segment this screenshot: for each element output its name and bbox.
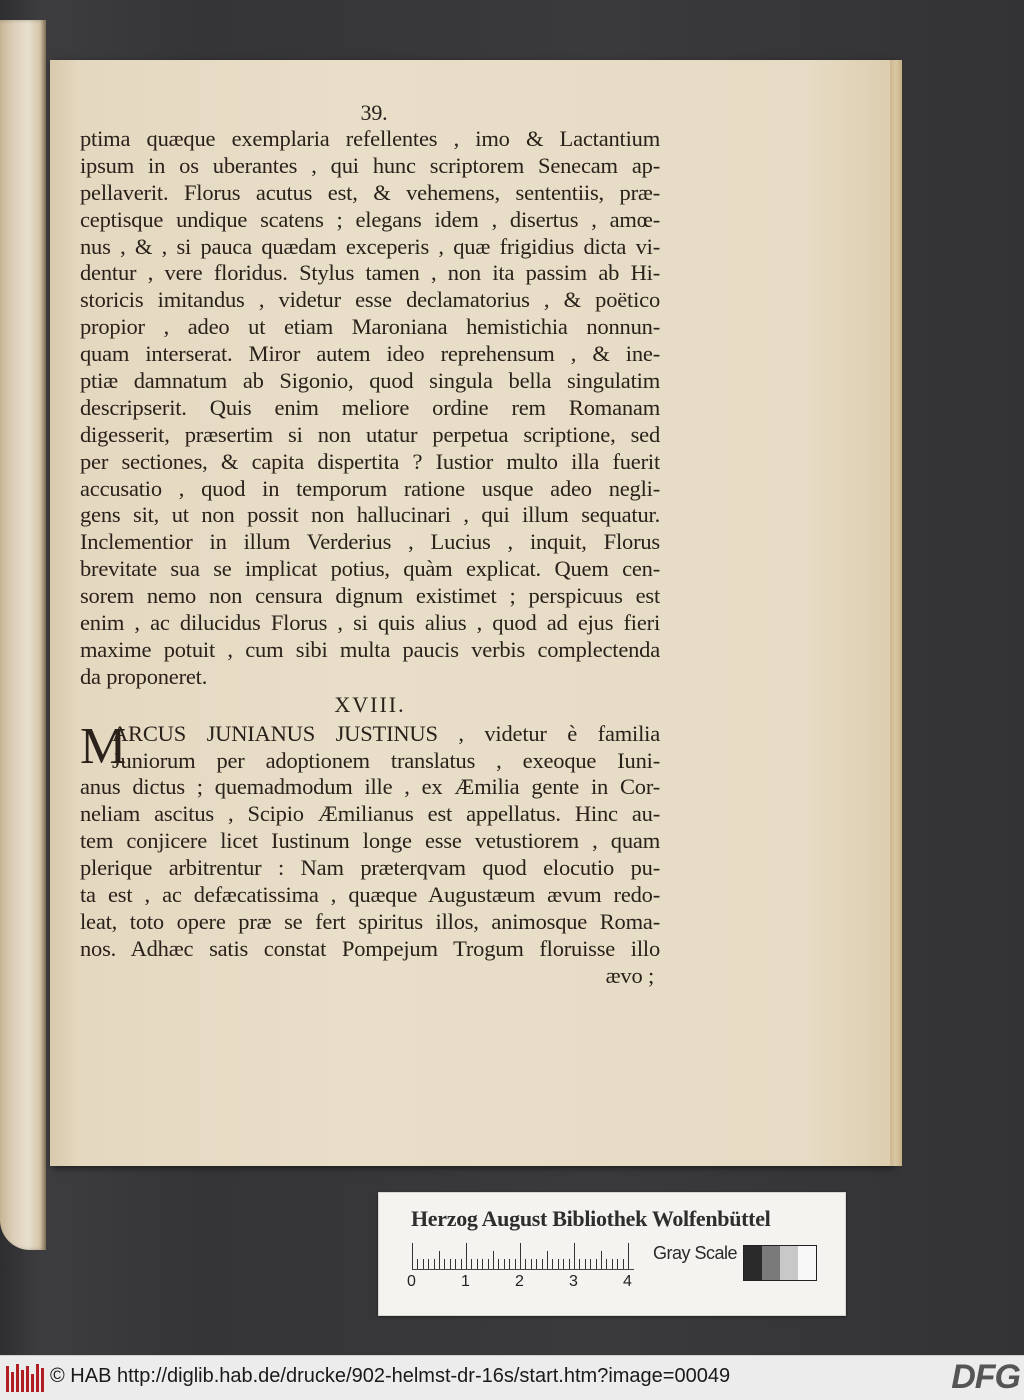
ruler-tick	[477, 1259, 478, 1269]
text-line: digesserit, præsertim si non utatur perpetua scriptione, sed	[80, 421, 660, 447]
text-line: propior , adeo ut etiam Maroniana hemistichia nonnun-	[80, 314, 660, 340]
text-line: per sectiones, & capita dispertita ? Iustior multo illa fuerit	[80, 448, 660, 474]
text-line: ptima quæque exemplaria refellentes , imo & Lactantium	[80, 126, 660, 151]
footer-url-text[interactable]: © HAB http://diglib.hab.de/drucke/902-helmst-dr-16s/start.htm?image=00049	[50, 1365, 731, 1387]
text-line: tem conjicere licet Iustinum longe esse vetustiorem , quam	[80, 828, 660, 854]
logo-bar	[11, 1372, 14, 1392]
text-line: ARCUS JUNIANUS JUSTINUS , videtur è familia	[112, 720, 660, 746]
ruler-label: 0	[407, 1273, 416, 1290]
measurement-ruler	[412, 1241, 634, 1270]
ruler-tick	[493, 1251, 494, 1269]
drop-cap: M	[80, 717, 127, 775]
text-line: descripserit. Quis enim meliore ordine rem Romanam	[80, 394, 660, 420]
text-line: nus , & , si pauca quædam exceperis , quæ frigidius dicta vi-	[80, 233, 660, 259]
text-line: brevitate sua se implicat potius, quàm explicat. Quem cen-	[80, 556, 660, 582]
text-line: ceptisque undique scatens ; elegans idem , disertus , amœ-	[80, 206, 660, 232]
hab-logo-icon	[6, 1364, 44, 1392]
ruler-tick	[428, 1259, 429, 1269]
text-line: gens sit, ut non possit non hallucinari , qui illum sequatur.	[80, 502, 660, 528]
ruler-label: 3	[569, 1273, 578, 1290]
footer-bar	[0, 1355, 1024, 1400]
text-line: anus dictus ; quemadmodum ille , ex Æmilia gente in Cor-	[80, 774, 660, 800]
ruler-tick	[444, 1259, 445, 1269]
page-number: 39.	[360, 100, 388, 125]
ruler-tick	[617, 1259, 618, 1269]
ruler-tick	[417, 1259, 418, 1269]
text-line: da proponeret.	[80, 663, 208, 689]
ruler-tick	[461, 1259, 462, 1269]
ruler-tick	[520, 1243, 521, 1269]
ruler-tick	[455, 1259, 456, 1269]
logo-bar	[16, 1364, 19, 1392]
ruler-tick	[628, 1243, 629, 1269]
ruler-tick	[601, 1251, 602, 1269]
ruler-tick	[423, 1259, 424, 1269]
ruler-tick	[498, 1259, 499, 1269]
ruler-tick	[439, 1251, 440, 1269]
gray-scale-label: Gray Scale	[653, 1243, 738, 1263]
text-line: enim , ac dilucidus Florus , si quis alius , quod ad ejus fieri	[80, 610, 660, 636]
ruler-tick	[504, 1259, 505, 1269]
ruler-tick	[574, 1243, 575, 1269]
text-line: Juniorum per adoptionem translatus , exeoque Iuni-	[112, 747, 660, 773]
ruler-tick	[434, 1259, 435, 1269]
ruler-tick	[450, 1259, 451, 1269]
ruler-label: 4	[623, 1273, 632, 1290]
logo-bar	[6, 1366, 9, 1392]
ruler-tick	[606, 1259, 607, 1269]
catchword: ævo ;	[605, 962, 654, 988]
text-line: storicis imitandus , videtur esse declamatorius , & poëtico	[80, 287, 660, 313]
text-line: sorem nemo non censura dignum existimet ; perspicuus est	[80, 583, 660, 609]
ruler-tick	[596, 1259, 597, 1269]
ruler-tick	[547, 1251, 548, 1269]
ruler-tick	[488, 1259, 489, 1269]
ruler-tick	[569, 1259, 570, 1269]
ruler-tick	[471, 1259, 472, 1269]
text-line: dentur , vere floridus. Stylus tamen , non ita passim ab Hi-	[80, 260, 660, 286]
ruler-tick	[552, 1259, 553, 1269]
library-name: Herzog August Bibliothek Wolfenbüttel	[411, 1206, 771, 1231]
logo-bar	[36, 1364, 39, 1392]
section-heading: XVIII.	[334, 691, 406, 717]
ruler-tick	[558, 1259, 559, 1269]
ruler-tick	[482, 1259, 483, 1269]
ruler-tick	[579, 1259, 580, 1269]
ruler-tick	[585, 1259, 586, 1269]
gray-swatch	[744, 1246, 762, 1280]
ruler-tick	[623, 1259, 624, 1269]
ruler-tick	[531, 1259, 532, 1269]
dfg-logo: DFG	[951, 1358, 1020, 1396]
ruler-tick	[563, 1259, 564, 1269]
ruler-tick	[590, 1259, 591, 1269]
text-line: accusatio , quod in temporum ratione usque adeo negli-	[80, 475, 660, 501]
logo-bar	[41, 1368, 44, 1392]
ruler-label: 1	[461, 1273, 470, 1290]
text-line: plerique arbitrentur : Nam præterqvam quod elocutio pu-	[80, 855, 660, 881]
logo-bar	[26, 1366, 29, 1392]
logo-bar	[31, 1374, 34, 1392]
ruler-tick	[612, 1259, 613, 1269]
ruler-tick	[412, 1243, 413, 1269]
text-line: Inclementior in illum Verderius , Lucius , inquit, Florus	[80, 529, 660, 555]
text-line: ta est , ac defæcatissima , quæque Augustæum ævum redo-	[80, 882, 660, 908]
color-calibration-card	[378, 1192, 846, 1316]
gray-swatch	[762, 1246, 780, 1280]
text-line: neliam ascitus , Scipio Æmilianus est appellatus. Hinc au-	[80, 801, 660, 827]
text-line: quam interserat. Miror autem ideo reprehensum , & ine-	[80, 341, 660, 367]
ruler-tick	[525, 1259, 526, 1269]
paragraph-2	[80, 717, 660, 963]
gray-scale-strip	[743, 1245, 817, 1281]
text-line: ipsum in os uberantes , qui hunc scriptorem Senecam ap-	[80, 152, 660, 178]
previous-page-edge	[0, 20, 46, 1250]
text-line: ptiæ damnatum ab Sigonio, quod singula bella singulatim	[80, 368, 660, 394]
ruler-tick	[515, 1259, 516, 1269]
text-line: pellaverit. Florus acutus est, & vehemens, sententiis, præ-	[80, 179, 660, 205]
ruler-label: 2	[515, 1273, 524, 1290]
paragraph-1	[80, 126, 660, 691]
text-line: leat, toto opere præ se fert spiritus illos, animosque Roma-	[80, 908, 660, 934]
logo-bar	[21, 1370, 24, 1392]
ruler-tick	[466, 1243, 467, 1269]
gray-swatch	[780, 1246, 798, 1280]
text-line: nos. Adhæc satis constat Pompejum Trogum floruisse illo	[80, 935, 660, 961]
page-text	[80, 100, 660, 990]
ruler-labels	[407, 1273, 647, 1293]
ruler-tick	[536, 1259, 537, 1269]
gray-swatch	[798, 1246, 816, 1280]
ruler-tick	[509, 1259, 510, 1269]
text-line: maxime potuit , cum sibi multa paucis verbis complectenda	[80, 636, 660, 662]
ruler-tick	[542, 1259, 543, 1269]
